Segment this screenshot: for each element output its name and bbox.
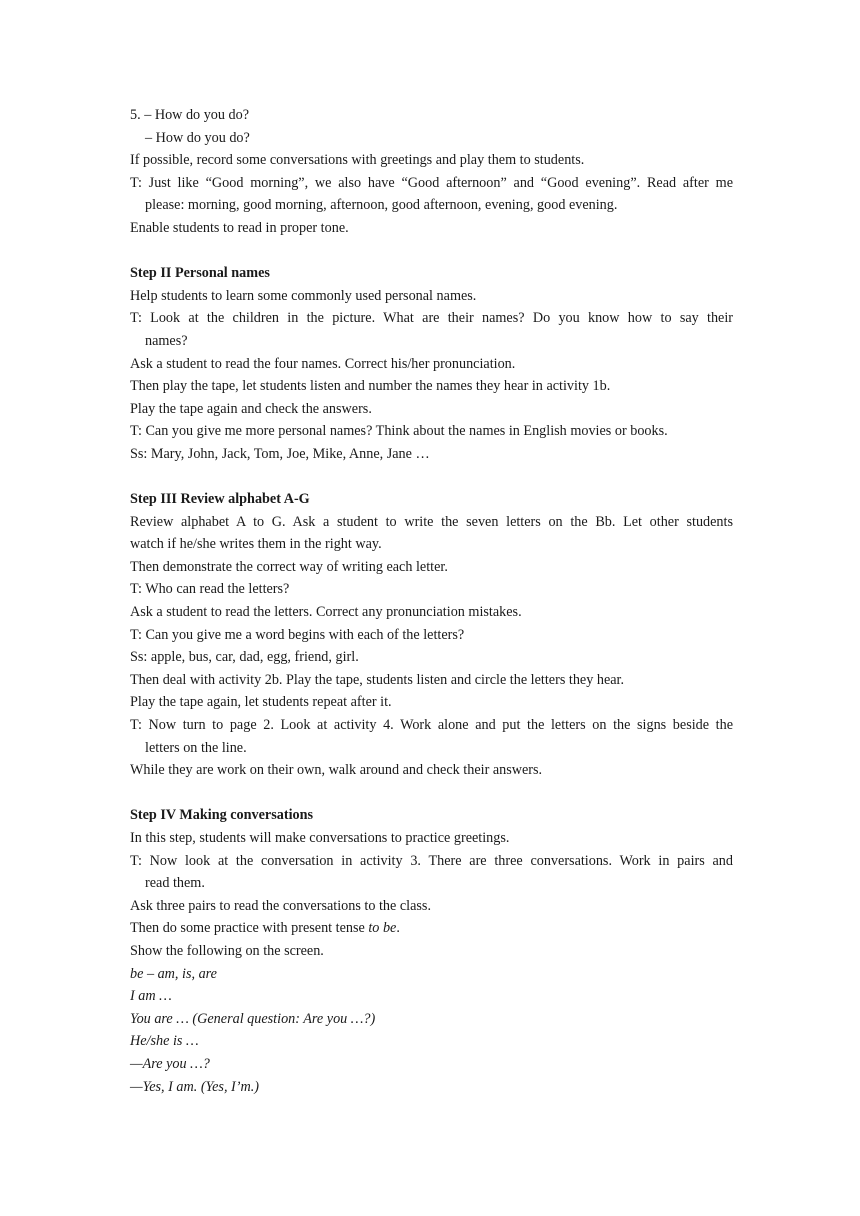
paragraph-line: Play the tape again, let students repeat after it.: [130, 694, 392, 711]
dialogue-line: – How do you do?: [145, 129, 250, 146]
paragraph-line: read them.: [145, 875, 205, 892]
example-line: He/she is …: [130, 1033, 199, 1050]
example-line: You are … (General question: Are you …?): [130, 1010, 376, 1027]
paragraph-line: Then play the tape, let students listen and number the names they hear in activity 1b.: [130, 378, 611, 395]
paragraph-line: Ask a student to read the four names. Correct his/her pronunciation.: [130, 355, 516, 372]
document-page: [130, 104, 733, 1098]
section-heading: Step II Personal names: [130, 265, 270, 282]
paragraph-line: Ask three pairs to read the conversations to the class.: [130, 897, 431, 914]
dialogue-line: 5. – How do you do?: [130, 107, 250, 123]
section-gap: [130, 466, 733, 489]
paragraph-line: T: Who can read the letters?: [130, 581, 290, 598]
section-gap: [130, 240, 733, 263]
paragraph-line: Ask a student to read the letters. Correct any pronunciation mistakes.: [130, 604, 522, 621]
example-line: —Are you …?: [130, 1055, 210, 1072]
paragraph-line: [130, 917, 733, 940]
paragraph-line: Then deal with activity 2b. Play the tape, students listen and circle the letters they hear.: [130, 671, 625, 688]
section-gap: [130, 782, 733, 805]
paragraph-line: please: morning, good morning, afternoon, good afternoon, evening, good evening.: [145, 197, 618, 214]
paragraph-line: T: Can you give me a word begins with each of the letters?: [130, 626, 465, 643]
italic-term: to be: [368, 920, 397, 937]
paragraph-line: Show the following on the screen.: [130, 942, 324, 959]
paragraph-line: letters on the line.: [145, 739, 247, 756]
example-line: I am …: [130, 988, 172, 1005]
paragraph-line: T: Can you give me more personal names? Think about the names in English movies or books.: [130, 423, 668, 440]
example-line: be – am, is, are: [130, 965, 217, 982]
paragraph-line: Enable students to read in proper tone.: [130, 219, 349, 236]
text-run: Then do some practice with present tense: [130, 920, 369, 937]
section-heading: Step III Review alphabet A-G: [130, 491, 310, 508]
paragraph-line: names?: [145, 332, 188, 349]
paragraph-line: Ss: apple, bus, car, dad, egg, friend, girl.: [130, 649, 359, 666]
paragraph-line: T: Now look at the conversation in activity 3. There are three conversations. Work in pairs and: [130, 852, 733, 869]
section-heading: Step IV Making conversations: [130, 807, 314, 824]
paragraph-line: Then demonstrate the correct way of writing each letter.: [130, 558, 448, 575]
paragraph-line: watch if he/she writes them in the right way.: [130, 536, 382, 553]
paragraph-line: If possible, record some conversations with greetings and play them to students.: [130, 152, 585, 169]
paragraph-line: Review alphabet A to G. Ask a student to write the seven letters on the Bb. Let other students: [130, 513, 733, 530]
example-line: —Yes, I am. (Yes, I’m.): [130, 1078, 260, 1095]
paragraph-line: Ss: Mary, John, Jack, Tom, Joe, Mike, Anne, Jane …: [130, 445, 430, 462]
paragraph-line: T: Look at the children in the picture. What are their names? Do you know how to say their: [130, 310, 733, 327]
paragraph-line: T: Now turn to page 2. Look at activity 4. Work alone and put the letters on the signs beside the: [130, 717, 733, 734]
paragraph-line: While they are work on their own, walk around and check their answers.: [130, 762, 543, 779]
paragraph-line: Play the tape again and check the answers.: [130, 400, 372, 417]
paragraph-line: Help students to learn some commonly used personal names.: [130, 287, 477, 304]
paragraph-line: In this step, students will make conversations to practice greetings.: [130, 830, 510, 846]
text-run: .: [396, 920, 400, 937]
paragraph-line: T: Just like “Good morning”, we also have “Good afternoon” and “Good evening”. Read after me: [130, 174, 733, 191]
